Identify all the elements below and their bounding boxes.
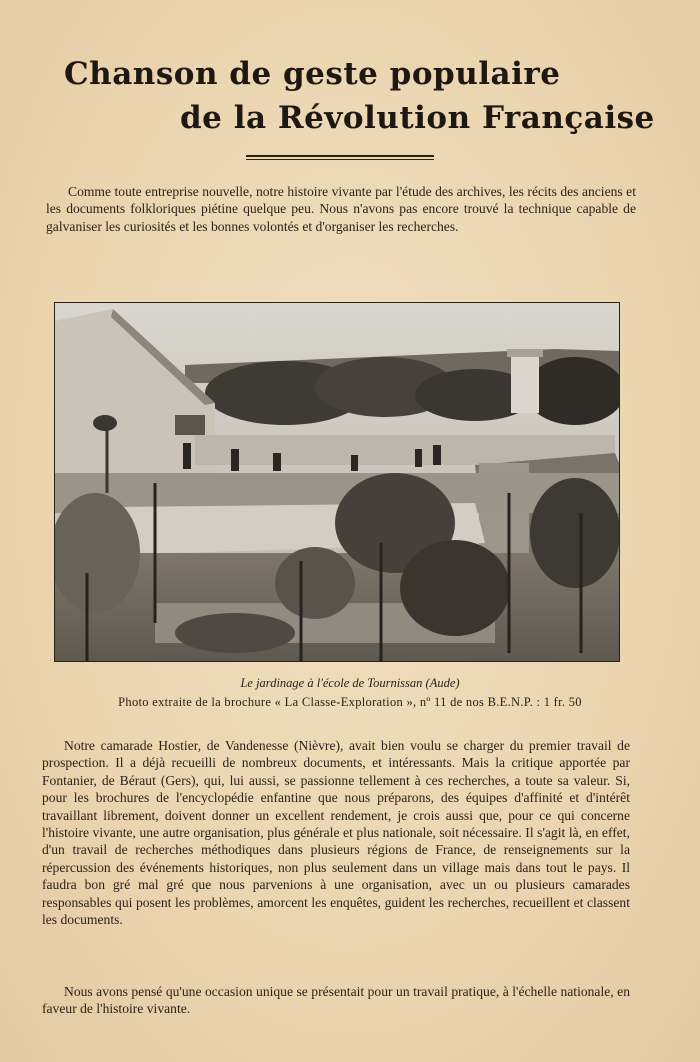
title-line-2: de la Révolution Française: [180, 100, 655, 136]
body-paragraph-1: Notre camarade Hostier, de Vandenesse (Nièvre), avait bien voulu se charger du premier travail de prospection. Il a déjà recueilli de nombreux documents, et intéressants. Mais la critique apportée par Fontanier, de Béraut (Gers), qui, lui aussi, se passionne tellement à ces recherches, a toute sa valeur. Si, pour les brochures de l'encyclopédie enfantine que nous préparons, des équipes d'affinité et d'intérêt travaillant librement, doivent donner un excellent rendement, je crois aussi que, pour ce qui concerne l'histoire vivante, une autre organisation, plus générale et plus nationale, soit nécessaire. Il s'agit là, en effet, d'un travail de recherches méthodiques dans plusieurs régions de France, de renseignements sur la répercussion des événements historiques, non plus seulement dans un village mais dans tout le pays. Il faudra bon gré mal gré que nous parvenions à une organisation, avec un ou plusieurs camarades responsables qui posent les problèmes, amorcent les enquêtes, guident les recherches, recueillent et classent les documents.: [42, 738, 630, 928]
title-divider: [246, 155, 434, 160]
photo-caption: Le jardinage à l'école de Tournissan (Aude): [240, 676, 460, 690]
title-line-1: Chanson de geste populaire: [64, 56, 561, 92]
body-paragraph-2: Nous avons pensé qu'une occasion unique se présentait pour un travail pratique, à l'échelle nationale, en faveur de l'histoire vivante.: [42, 984, 630, 1017]
garden-photo: [54, 302, 620, 662]
article-title: [40, 52, 660, 140]
intro-paragraph: Comme toute entreprise nouvelle, notre histoire vivante par l'étude des archives, les récits des anciens et les documents folkloriques piétine quelque peu. Nous n'avons pas encore trouvé la technique capable de galvaniser les curiosités et les bonnes volontés et d'organiser les recherches.: [46, 184, 636, 234]
photo-credit: Photo extraite de la brochure « La Classe-Exploration », nº 11 de nos B.E.N.P. : 1 fr. 50: [118, 695, 582, 709]
